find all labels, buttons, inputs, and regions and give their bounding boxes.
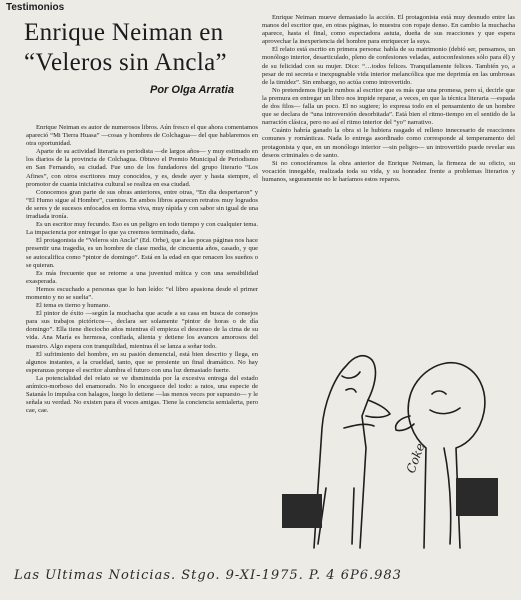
- cartoon-illustration: [264, 308, 518, 558]
- illustration-signature: Coke: [403, 441, 428, 476]
- section-label: Testimonios: [6, 2, 65, 13]
- left-figure: [314, 356, 390, 548]
- byline: Por Olga Arratia: [150, 84, 234, 96]
- paragraph: Enrique Neiman mueve demasiado la acción. El protagonista está muy desnudo entre las manos del escritor que, en otras páginas, lo muestra con ropaje denso. En cambio la muchacha aparece, hasta el final, como espectadora astuta, dueña de sus reacciones y que espera aprovechar la inexperiencia del hombre para enriquecer la suya.: [262, 14, 515, 46]
- left-book: [282, 494, 322, 528]
- article-column-left: [26, 124, 258, 560]
- paragraph: No pretendemos fijarle rumbos al escritor que es más que una promesa, pero sí, decirle que la premura en entregar un libro nos impide reparar, a veces, en que la técnica literaria —espada de dos filos— falla un poco. El no sugiere; lo expresa todo en el pensamiento de un hombre que se declara de “una introversión desorbitada”. Está bien el ritmo-tiempo en el sentido de la narración clásica, pero no así el ritmo interior del “yo” narrativo.: [262, 86, 515, 127]
- paragraph: El relato está escrito en primera persona: habla de su matrimonio (debió ser, pensamos, un monólogo interior, desarticulado, pleno de confesiones veladas, autoconfesiones sólo para él) y de su felicidad con su mujer. Dice: “…todos felices. Tranquilamente felices. También yo, a pesar de mi secreta e inexpugnable vida interior melancólica que me deprimía en las umbrosas de la timidez”. Sin embargo, no actúa como introvertido.: [262, 46, 515, 86]
- title-line-1: Enrique Neiman en: [24, 19, 224, 46]
- paragraph: El tema es tierno y humano.: [36, 302, 110, 310]
- paragraph: Aparte de su actividad literaria es periodista —de largos años— y muy estimado en los diarios de la provincia de Colchagua. Obtuvo el Premio Municipal de Periodismo en San Fernando, su ciudad. Fue uno de los fundadores del grupo literario “Los Afines”, con otros escritores muy conocidos, y es, desde ayer y hasta siempre, el promotor de cuanta iniciativa cultural se realiza en esa ciudad.: [26, 148, 258, 188]
- paragraph: La potencialidad del relato se ve disminuida por la excesiva entrega del estado anímico-morboso del enamorado. No lo enceguece del todo: a ratos, una especie de Satanás lo impulsa con halagos, luego lo detiene —las menos veces por supuesto— y le señala su verdad. No existen para él voces amigas. Tiene la conciencia semialerta, pero cae, cae.: [26, 374, 258, 415]
- paragraph: Si no conociéramos la obra anterior de Enrique Neiman, la firmeza de su oficio, su vocación innegable, realizada toda su vida, y su honradez frente a problemas literarios y humanos, seguramente no le haríamos estos reparos.: [262, 159, 515, 183]
- title-line-2: “Veleros sin Ancla”: [24, 49, 227, 76]
- paragraph: El protagonista de “Veleros sin Ancla” (Ed. Orbe), que a las pocas páginas nos hace presentir una tragedia, es un hombre de clase media, de cincuenta años, casado, y que se autocalifica como “pintor de domingo”. Está en la edad en que renacen los sueños o se quieran.: [26, 237, 258, 269]
- paragraph: Enrique Neiman es autor de numerosos libros. Aún fresco el que ahora comentamos apareció “Mi Tierra Huasa” —cosas y hombres de Colchagua— del que hablaremos en otra oportunidad.: [26, 124, 258, 148]
- paragraph: Hemos escuchado a personas que lo han leído: “el libro apasiona desde el primer momento y no se suelta”.: [26, 285, 258, 301]
- paragraph: Es un escritor muy fecundo. Eso es un peligro en todo tiempo y con cualquier tema. La impaciencia por entregar lo que ya creemos terminado, daña.: [26, 221, 258, 237]
- article-title: [24, 18, 254, 78]
- paragraph: Conocemos gran parte de sus obras anteriores, entre otras, “En dia despertaron” y “El Humo sigue al Hombre”, cuentos. En ambos libros aparecen retratos muy logrados de seres y de sucesos enfocados en forma viva, muy rápida y con sabor sin igual de una irradiada ironía.: [26, 188, 258, 221]
- paragraph: El sufrimiento del hombre, en su pasión demencial, está bien descrito y llega, en algunos instantes, a la crueldad, tanto, que se presiente un final dramático. No hay esperanzas porque el escritor alumbra el futuro con una luz demasiado fuerte.: [26, 350, 258, 374]
- handwritten-source-note: Las Ultimas Noticias. Stgo. 9-XI-1975. P. 4 6P6.983: [14, 568, 402, 583]
- right-book: [456, 478, 498, 516]
- paragraph: Es más frecuente que se retorne a una juventud mítica y con una sensibilidad exasperada.: [26, 269, 258, 285]
- paragraph: Cuánto habría ganado la obra si le hubiera rasgado el relleno innecesario de reacciones comunes y románticas. Nada lo entrega asordinado como corresponde al temperamento del protagonista y que, en un monólogo interior —sin peligro— un introvertido puede revelar sus deseos criminales o de santo.: [262, 127, 515, 159]
- article-column-right: [262, 14, 515, 306]
- paragraph: El pintor de éxito —según la muchacha que acude a su casa en busca de consejos para sus trabajos pictóricos—, declara ser solamente “pintor de horas o de día domingo”. Ella tiene dieciocho años mientras él empieza el descenso de la cima de su vida. Ana María es hermosa, confiada, alienta y detiene los avances amorosos del maestro. Algo espera con tranquilidad, mientras él se lanza a soñar todo.: [26, 310, 258, 350]
